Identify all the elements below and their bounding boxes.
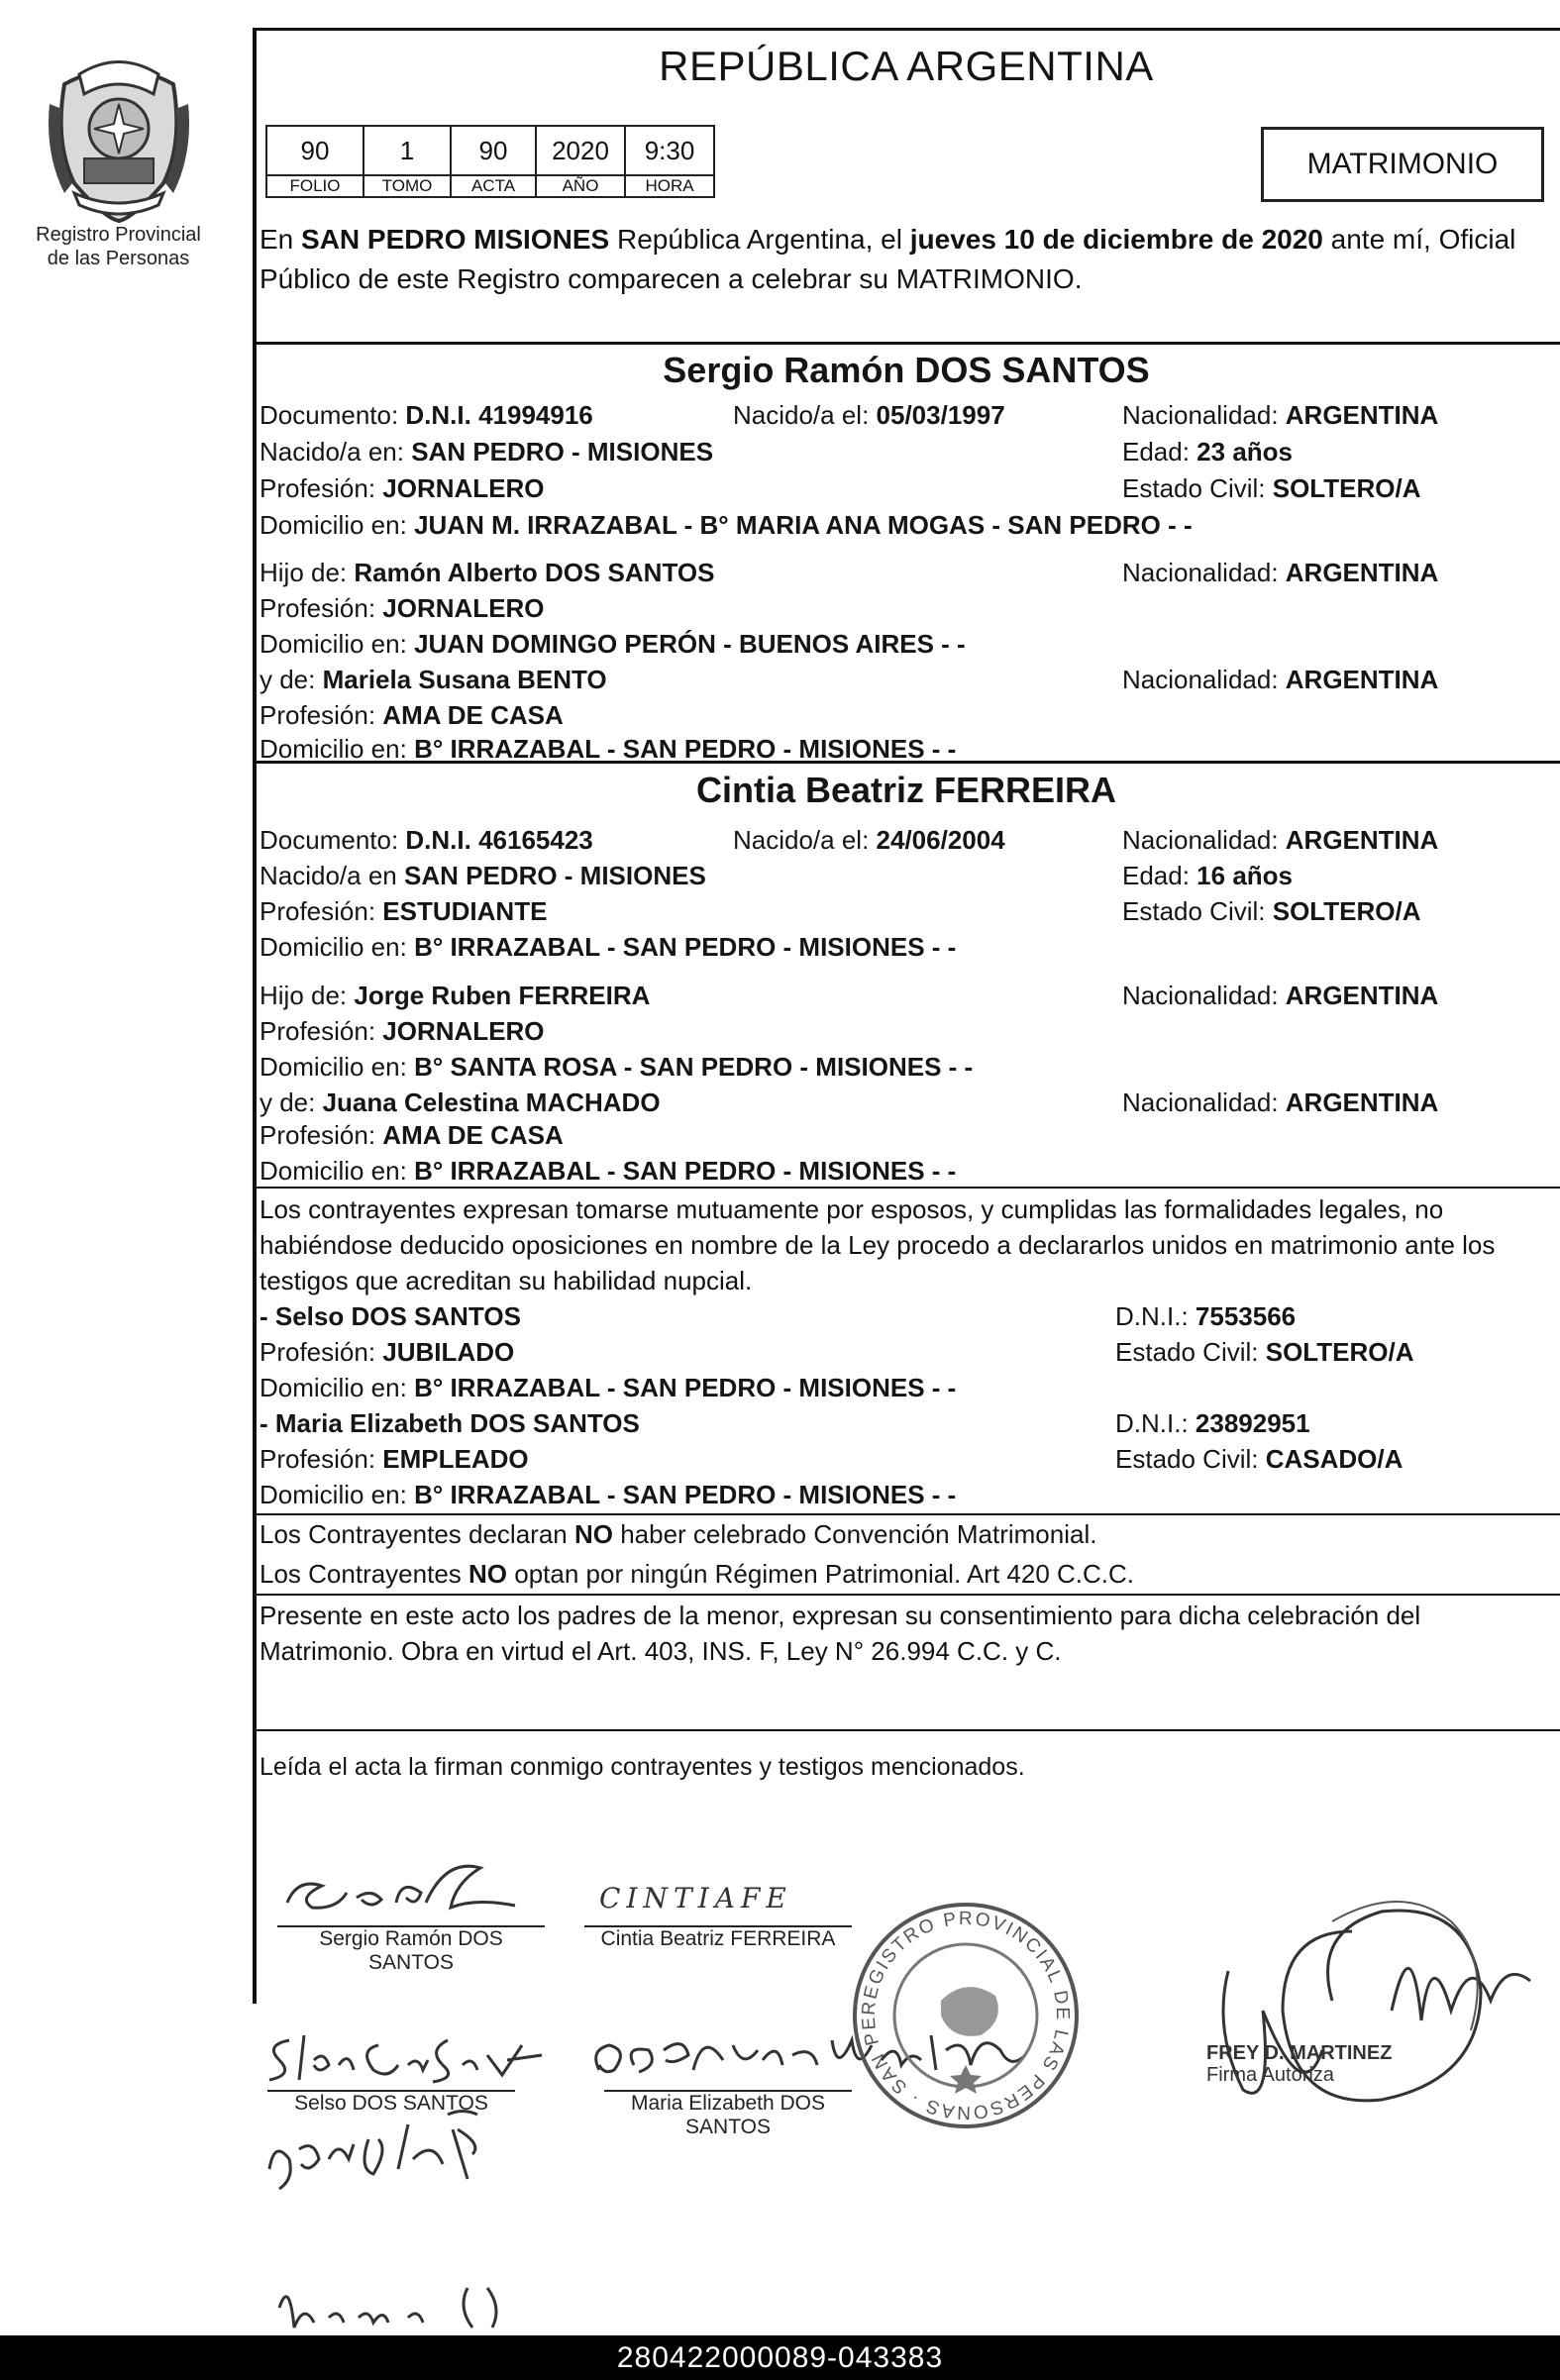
convention-line-2: Los Contrayentes NO optan por ningún Régimen Patrimonial. Art 420 C.C.C.	[260, 1559, 1135, 1589]
anio-label: AÑO	[536, 175, 625, 197]
spouse2-profession: Profesión: ESTUDIANTE	[260, 896, 548, 926]
spouse2-age: Edad: 16 años	[1122, 861, 1293, 890]
spouse1-signature-label: Sergio Ramón DOS SANTOS	[319, 1927, 503, 1974]
ceremony-date: jueves 10 de diciembre de 2020	[909, 224, 1323, 255]
consent-paragraph: Presente en este acto los padres de la menor, expresan su consentimiento para dicha celebración del Matrimonio. Obra en virtud el Art. 403, INS. F, Ley N° 26.994 C.C. y C.	[260, 1601, 1421, 1666]
acta-value: 90	[451, 126, 536, 175]
official-seal	[847, 1897, 1085, 2139]
spouse1-father-address: Domicilio en: JUAN DOMINGO PERÓN - BUENOS AIRES - -	[260, 629, 966, 659]
officer-stamp-role: Firma Autoriza	[1206, 2064, 1334, 2086]
spouse1-age: Edad: 23 años	[1122, 437, 1293, 466]
svg-text:REGISTRO PROVINCIAL DE LAS PER: REGISTRO PROVINCIAL DE LAS PERSONAS · SAN PE	[858, 1908, 1074, 2123]
official-seal-icon	[847, 1897, 1085, 2134]
spouse2-mother-nationality: Nacionalidad: ARGENTINA	[1122, 1087, 1439, 1117]
spouse1-nationality: Nacionalidad: ARGENTINA	[1122, 400, 1439, 430]
spouse2-mother: y de: Juana Celestina MACHADO	[260, 1087, 661, 1117]
witness1-profession: Profesión: JUBILADO	[260, 1337, 515, 1367]
spouse1-profession: Profesión: JORNALERO	[260, 473, 545, 503]
closing-text: Leída el acta la firman conmigo contrayentes y testigos mencionados.	[260, 1753, 1025, 1781]
spouse2-birthplace: Nacido/a en SAN PEDRO - MISIONES	[260, 861, 706, 890]
spouse2-signature-label: Cintia Beatriz FERREIRA	[600, 1927, 836, 1950]
witness2-profession: Profesión: EMPLEADO	[260, 1444, 529, 1474]
country-title: REPÚBLICA ARGENTINA	[659, 43, 1154, 89]
spouse1-birthplace: Nacido/a en: SAN PEDRO - MISIONES	[260, 437, 714, 466]
spouse2-documento: Documento: D.N.I. 46165423	[260, 825, 593, 855]
spouse1-father-profession: Profesión: JORNALERO	[260, 593, 545, 623]
registry-logo	[12, 45, 225, 270]
divider	[253, 1187, 1560, 1189]
spouse1-mother-profession: Profesión: AMA DE CASA	[260, 700, 564, 730]
spouse2-birthdate: Nacido/a el: 24/06/2004	[733, 825, 1005, 855]
spouse1-name: Sergio Ramón DOS SANTOS	[663, 350, 1150, 390]
spouse1-documento: Documento: D.N.I. 41994916	[260, 400, 593, 430]
witness1-name: - Selso DOS SANTOS	[260, 1301, 521, 1331]
officer-stamp-name: FREY D. MARTINEZ	[1206, 2042, 1393, 2064]
parent-signature	[260, 2100, 517, 2199]
witness2-signature-label: Maria Elizabeth DOS SANTOS	[630, 2092, 826, 2138]
convention-line-1: Los Contrayentes declaran NO haber celebrado Convención Matrimonial.	[260, 1519, 1097, 1549]
spouse1-civil-status: Estado Civil: SOLTERO/A	[1122, 473, 1421, 503]
spouse2-father-address: Domicilio en: B° SANTA ROSA - SAN PEDRO - MISIONES - -	[260, 1052, 974, 1082]
record-table	[265, 125, 715, 198]
spouse1-father: Hijo de: Ramón Alberto DOS SANTOS	[260, 558, 715, 587]
spouse2-father-nationality: Nacionalidad: ARGENTINA	[1122, 981, 1439, 1010]
spouse1-birthdate: Nacido/a el: 05/03/1997	[733, 400, 1005, 430]
anio-value: 2020	[536, 126, 625, 175]
acta-label: ACTA	[451, 175, 536, 197]
provincial-shield-icon	[45, 45, 193, 223]
witness2-civil-status: Estado Civil: CASADO/A	[1115, 1444, 1404, 1474]
intro-paragraph: En SAN PEDRO MISIONES República Argentina, el jueves 10 de diciembre de 2020 ante mí, Oficial Público de este Registro comparecen a celebrar su MATRIMONIO.	[260, 224, 1516, 294]
witness2-name: - Maria Elizabeth DOS SANTOS	[260, 1408, 640, 1438]
spouse1-address: Domicilio en: JUAN M. IRRAZABAL - B° MARIA ANA MOGAS - SAN PEDRO - -	[260, 510, 1193, 540]
spouse1-mother-address: Domicilio en: B° IRRAZABAL - SAN PEDRO - MISIONES - -	[260, 734, 957, 764]
spouse2-mother-address: Domicilio en: B° IRRAZABAL - SAN PEDRO - MISIONES - -	[260, 1156, 957, 1186]
spouse2-nationality: Nacionalidad: ARGENTINA	[1122, 825, 1439, 855]
tomo-label: TOMO	[364, 175, 451, 197]
divider	[253, 1594, 1560, 1596]
officer-signature	[1154, 1862, 1560, 2139]
document-type-box: MATRIMONIO	[1261, 127, 1544, 202]
hora-label: HORA	[625, 175, 714, 197]
divider	[253, 1729, 1560, 1731]
spouse2-signature: CINTIAFE	[599, 1882, 792, 1914]
witness1-signature	[260, 2020, 557, 2090]
folio-value: 90	[266, 126, 364, 175]
spouse2-address: Domicilio en: B° IRRAZABAL - SAN PEDRO - MISIONES - -	[260, 932, 957, 962]
witness2-address: Domicilio en: B° IRRAZABAL - SAN PEDRO - MISIONES - -	[260, 1480, 957, 1509]
tomo-value: 1	[364, 126, 451, 175]
registry-name-line2: de las Personas	[47, 248, 190, 269]
hora-value: 9:30	[625, 126, 714, 175]
witness1-civil-status: Estado Civil: SOLTERO/A	[1115, 1337, 1414, 1367]
spouse2-name: Cintia Beatriz FERREIRA	[695, 770, 1117, 810]
spouse2-mother-profession: Profesión: AMA DE CASA	[260, 1120, 564, 1150]
witness1-signature-label: Selso DOS SANTOS	[294, 2092, 488, 2115]
spouse1-mother: y de: Mariela Susana BENTO	[260, 665, 607, 694]
witness1-dni: D.N.I.: 7553566	[1115, 1301, 1297, 1331]
declaration-paragraph: Los contrayentes expresan tomarse mutuamente por esposos, y cumplidas las formalidades legales, no habiéndose deducido oposiciones en nombre de la Ley procedo a declararlos unidos en matrimonio ante los testigos que acreditan su habilidad nupcial.	[260, 1194, 1496, 1295]
document-code-footer: 280422000089-043383	[0, 2335, 1560, 2380]
spouse1-mother-nationality: Nacionalidad: ARGENTINA	[1122, 665, 1439, 694]
spouse1-signature	[277, 1848, 535, 1922]
spouse2-father: Hijo de: Jorge Ruben FERREIRA	[260, 981, 651, 1010]
folio-label: FOLIO	[266, 175, 364, 197]
spouse2-civil-status: Estado Civil: SOLTERO/A	[1122, 896, 1421, 926]
place: SAN PEDRO MISIONES	[301, 224, 610, 255]
spouse2-father-profession: Profesión: JORNALERO	[260, 1016, 545, 1046]
registry-name-line1: Registro Provincial	[36, 224, 201, 246]
parent-signature-2	[260, 2268, 576, 2337]
witness1-address: Domicilio en: B° IRRAZABAL - SAN PEDRO - MISIONES - -	[260, 1373, 957, 1402]
spouse1-father-nationality: Nacionalidad: ARGENTINA	[1122, 558, 1439, 587]
divider	[253, 342, 1560, 345]
witness2-dni: D.N.I.: 23892951	[1115, 1408, 1310, 1438]
divider	[253, 1513, 1560, 1515]
